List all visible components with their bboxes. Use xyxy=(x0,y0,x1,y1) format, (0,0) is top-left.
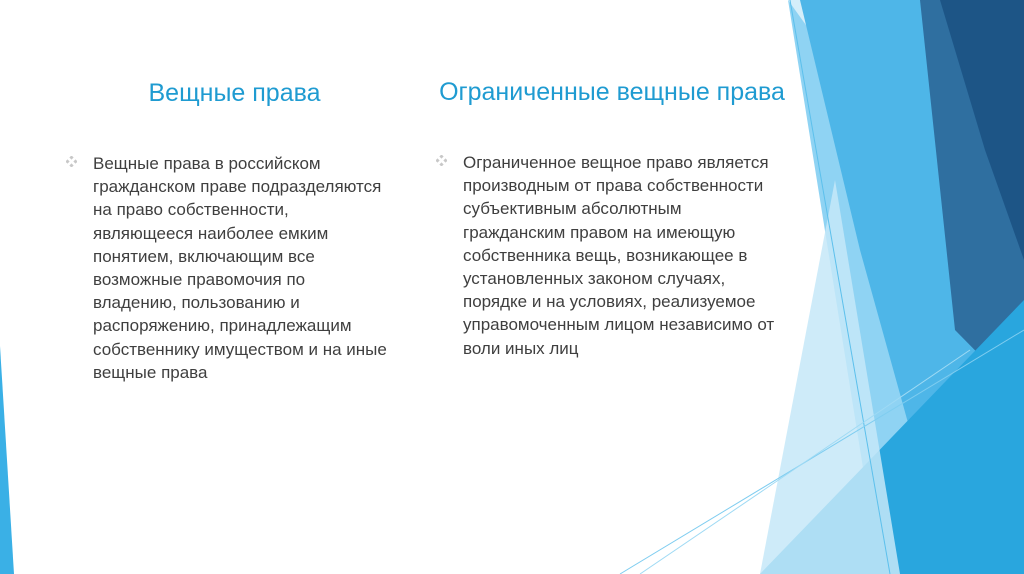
right-bullet-item xyxy=(432,151,783,360)
left-heading: Вещные права xyxy=(148,79,321,107)
diamond-cluster-icon xyxy=(66,156,77,167)
left-bullet-text: Вещные права в российском гражданском праве подразделяются на право собственности, являющееся наиболее емким понятием, включающим все возможные правомочия по владению, пользованию и распоряжению, принадлежащим собственнику имуществом и на иные вещные права xyxy=(93,154,387,382)
left-bullet-item xyxy=(62,152,393,384)
left-edge-stripe xyxy=(0,346,14,574)
left-bullet-list xyxy=(62,152,393,384)
right-bullet-text: Ограниченное вещное право является производным от права собственности субъективным абсолютным гражданским правом на имеющую собственника вещь, возникающее в установленных законом случаях, порядке и на условиях, реализуемое управомоченным лицом независимо от воли иных лиц xyxy=(463,153,775,358)
right-heading: Ограниченные вещные права xyxy=(439,78,785,106)
diamond-cluster-icon xyxy=(436,155,447,166)
right-bullet-list xyxy=(432,151,783,360)
